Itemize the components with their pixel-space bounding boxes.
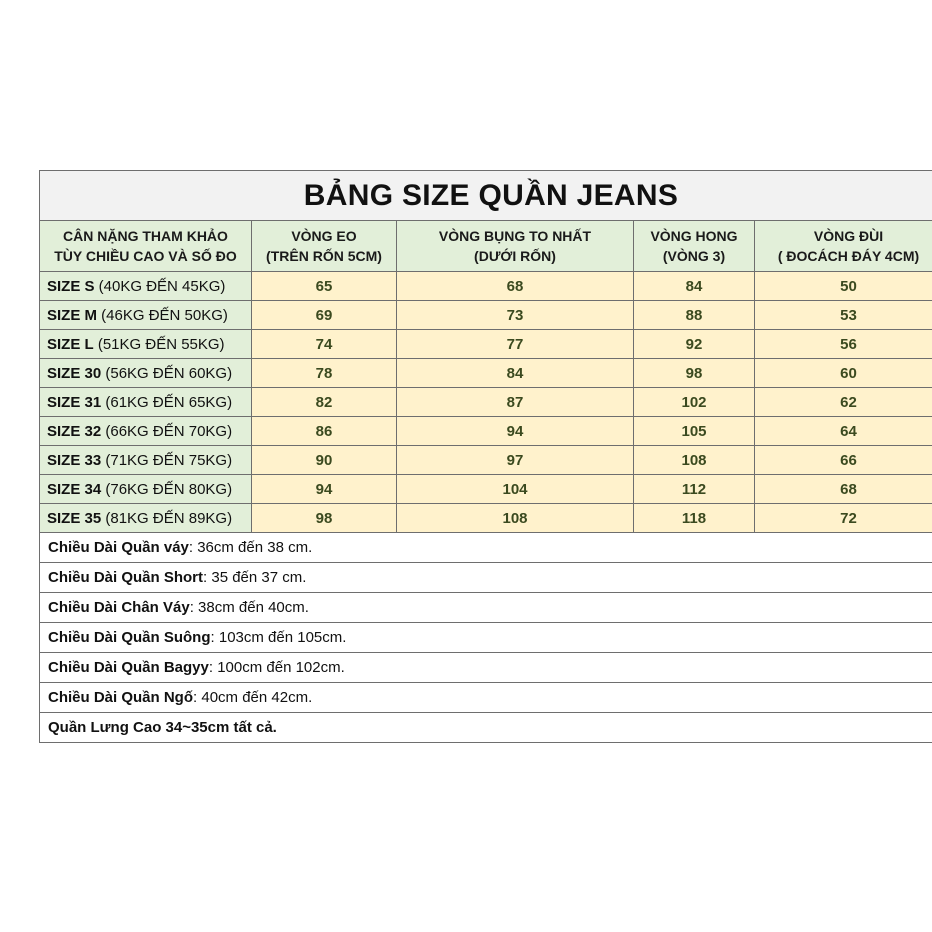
header-hip-line2: (VÒNG 3)	[662, 248, 726, 264]
header-waist	[252, 221, 397, 272]
note-cell	[40, 653, 932, 683]
note-cell	[40, 623, 932, 653]
thigh-value: 66	[755, 446, 932, 475]
belly-value: 77	[397, 330, 634, 359]
title-row	[40, 171, 932, 221]
thigh-value: 62	[755, 388, 932, 417]
header-belly-line2: (DƯỚI RỐN)	[474, 248, 556, 264]
size-chart	[39, 170, 920, 743]
hip-value: 118	[634, 504, 755, 533]
note-cell	[40, 683, 932, 713]
header-waist-line2: (TRÊN RỐN 5CM)	[266, 248, 382, 264]
size-cell	[40, 504, 252, 533]
note-text: : 35 đến 37 cm.	[203, 569, 307, 586]
waist-value: 74	[252, 330, 397, 359]
note-text: : 40cm đến 42cm.	[193, 689, 313, 706]
hip-value: 112	[634, 475, 755, 504]
header-weight-line1: CÂN NẶNG THAM KHẢO	[63, 228, 228, 244]
hip-value: 98	[634, 359, 755, 388]
waist-value: 90	[252, 446, 397, 475]
size-cell	[40, 301, 252, 330]
table-row	[40, 272, 932, 301]
hip-value: 105	[634, 417, 755, 446]
header-belly-line1: VÒNG BỤNG TO NHẤT	[438, 228, 592, 244]
weight-range: (61KG ĐẾN 65KG)	[101, 393, 233, 411]
header-row	[40, 221, 932, 272]
size-table	[39, 170, 932, 743]
size-label: SIZE 34	[47, 480, 102, 498]
hip-value: 92	[634, 330, 755, 359]
note-cell	[40, 593, 932, 623]
header-hip-line1: VÒNG HONG	[650, 228, 738, 244]
thigh-value: 56	[755, 330, 932, 359]
belly-value: 108	[397, 504, 634, 533]
hip-value: 84	[634, 272, 755, 301]
table-row	[40, 417, 932, 446]
weight-range: (40KG ĐẾN 45KG)	[94, 277, 226, 295]
note-label: Chiều Dài Quần Bagyy	[48, 659, 209, 676]
waist-value: 65	[252, 272, 397, 301]
note-row	[40, 593, 932, 623]
header-weight-line2: TÙY CHIỀU CAO VÀ SỐ ĐO	[54, 248, 237, 264]
size-cell	[40, 330, 252, 359]
size-label: SIZE 33	[47, 451, 102, 469]
weight-range: (46KG ĐẾN 50KG)	[97, 306, 228, 324]
size-cell	[40, 272, 252, 301]
note-text: : 38cm đến 40cm.	[189, 599, 309, 616]
note-label: Chiều Dài Quần Short	[48, 569, 204, 586]
belly-value: 87	[397, 388, 634, 417]
note-row	[40, 533, 932, 563]
note-text: : 103cm đến 105cm.	[210, 629, 347, 646]
thigh-value: 50	[755, 272, 932, 301]
note-row	[40, 623, 932, 653]
waist-value: 94	[252, 475, 397, 504]
belly-value: 104	[397, 475, 634, 504]
note-cell	[40, 713, 932, 743]
size-cell	[40, 446, 252, 475]
note-text: : 100cm đến 102cm.	[208, 659, 345, 676]
size-label: SIZE 30	[47, 364, 102, 382]
note-cell	[40, 563, 932, 593]
note-row	[40, 653, 932, 683]
waist-value: 78	[252, 359, 397, 388]
weight-range: (66KG ĐẾN 70KG)	[101, 422, 233, 440]
header-thigh-line2: ( ĐOCÁCH ĐÁY 4CM)	[777, 248, 920, 264]
note-label: Chiều Dài Quần Suông	[48, 629, 211, 646]
waist-value: 69	[252, 301, 397, 330]
note-row	[40, 713, 932, 743]
table-row	[40, 446, 932, 475]
waist-value: 86	[252, 417, 397, 446]
size-label: SIZE 31	[47, 393, 102, 411]
table-row	[40, 475, 932, 504]
size-cell	[40, 359, 252, 388]
note-row	[40, 683, 932, 713]
note-label: Chiều Dài Chân Váy	[48, 599, 190, 616]
table-row	[40, 359, 932, 388]
size-cell	[40, 388, 252, 417]
weight-range: (76KG ĐẾN 80KG)	[101, 480, 233, 498]
header-weight	[40, 221, 252, 272]
hip-value: 108	[634, 446, 755, 475]
thigh-value: 64	[755, 417, 932, 446]
weight-range: (51KG ĐẾN 55KG)	[93, 335, 225, 353]
size-label: SIZE L	[47, 335, 94, 353]
header-waist-line1: VÒNG EO	[291, 228, 357, 244]
size-label: SIZE S	[47, 277, 95, 295]
hip-value: 88	[634, 301, 755, 330]
hip-value: 102	[634, 388, 755, 417]
thigh-value: 53	[755, 301, 932, 330]
belly-value: 73	[397, 301, 634, 330]
belly-value: 84	[397, 359, 634, 388]
size-cell	[40, 475, 252, 504]
table-row	[40, 504, 932, 533]
header-thigh-line1: VÒNG ĐÙI	[813, 228, 884, 244]
belly-value: 68	[397, 272, 634, 301]
size-cell	[40, 417, 252, 446]
thigh-value: 72	[755, 504, 932, 533]
note-label: Quần Lưng Cao 34~35cm tất cả.	[48, 719, 277, 736]
waist-value: 82	[252, 388, 397, 417]
belly-value: 97	[397, 446, 634, 475]
thigh-value: 60	[755, 359, 932, 388]
waist-value: 98	[252, 504, 397, 533]
note-text: : 36cm đến 38 cm.	[188, 539, 313, 556]
weight-range: (56KG ĐẾN 60KG)	[101, 364, 233, 382]
size-label: SIZE M	[47, 306, 98, 324]
size-label: SIZE 35	[47, 509, 102, 527]
header-hip	[634, 221, 755, 272]
note-label: Chiều Dài Quần Ngố	[48, 689, 194, 706]
weight-range: (71KG ĐẾN 75KG)	[101, 451, 233, 469]
belly-value: 94	[397, 417, 634, 446]
table-row	[40, 330, 932, 359]
header-belly	[397, 221, 634, 272]
table-row	[40, 388, 932, 417]
note-cell	[40, 533, 932, 563]
size-label: SIZE 32	[47, 422, 102, 440]
thigh-value: 68	[755, 475, 932, 504]
table-row	[40, 301, 932, 330]
weight-range: (81KG ĐẾN 89KG)	[101, 509, 233, 527]
page-title: BẢNG SIZE QUẦN JEANS	[40, 171, 932, 221]
note-label: Chiều Dài Quần váy	[48, 539, 189, 556]
header-thigh	[755, 221, 932, 272]
note-row	[40, 563, 932, 593]
